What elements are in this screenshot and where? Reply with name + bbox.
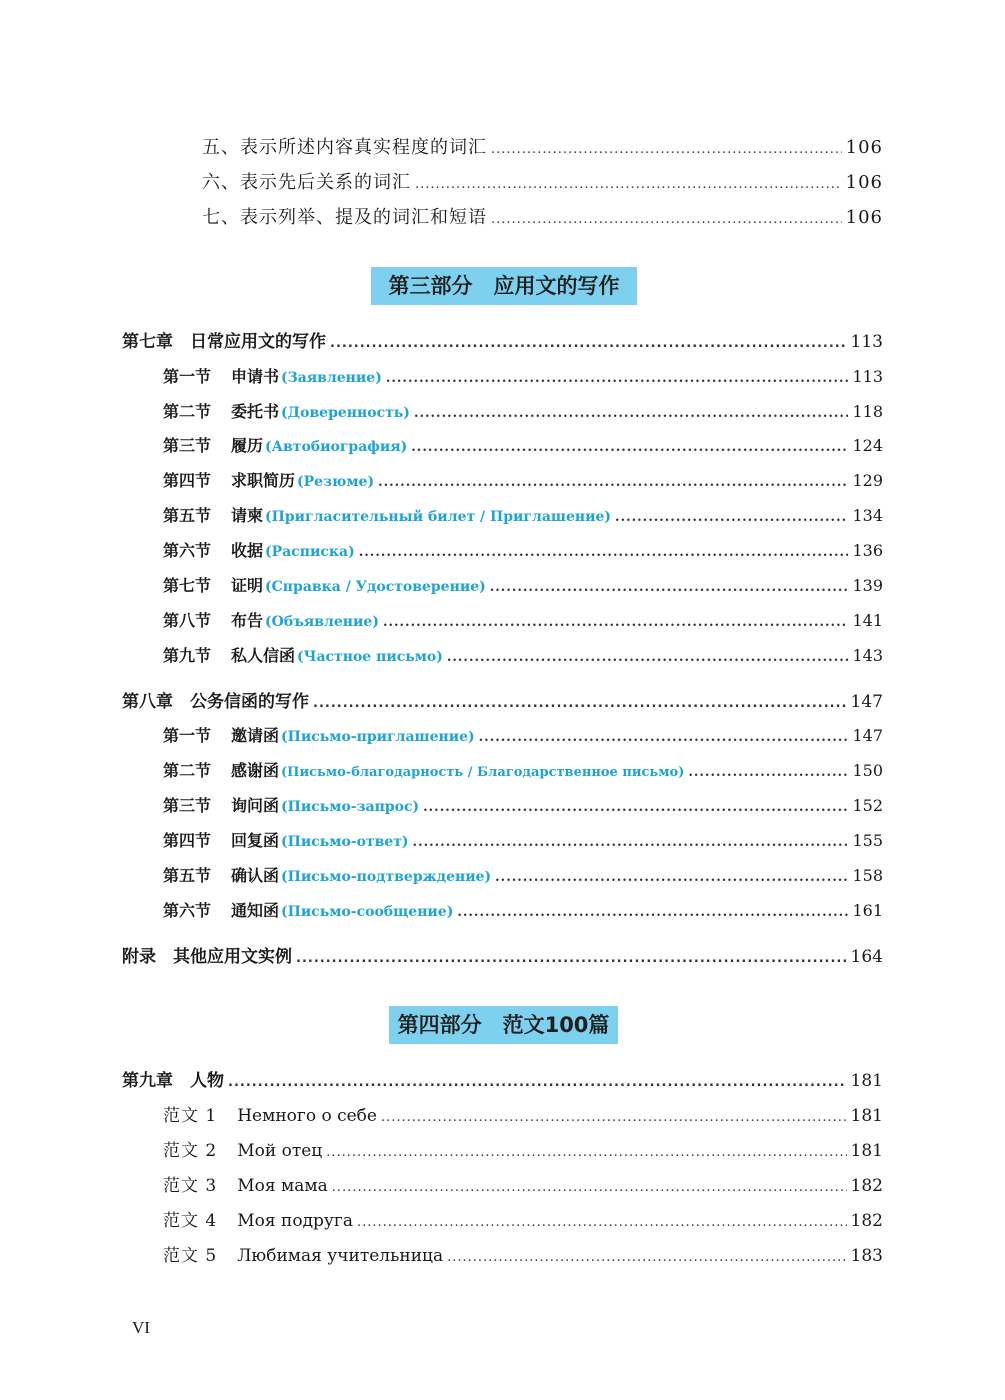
page-number: 147 bbox=[850, 692, 883, 712]
page-number: 139 bbox=[852, 576, 883, 595]
dot-leader bbox=[415, 173, 842, 197]
page-number: 182 bbox=[850, 1211, 883, 1231]
dot-leader bbox=[479, 726, 849, 750]
page-footer-number: VI bbox=[132, 1318, 150, 1337]
sample-entry[interactable] bbox=[163, 1209, 883, 1235]
page-number: 164 bbox=[850, 947, 883, 967]
section-entry[interactable] bbox=[163, 864, 883, 890]
section-russian-title: (Письмо-подтверждение) bbox=[281, 869, 492, 885]
dot-leader bbox=[688, 761, 848, 785]
page-number: 129 bbox=[852, 471, 883, 490]
section-entry[interactable] bbox=[163, 434, 883, 460]
sample-entry[interactable] bbox=[163, 1139, 883, 1165]
section-entry[interactable] bbox=[163, 400, 883, 426]
entry-title: 六、表示先后关系的词汇 bbox=[202, 172, 411, 193]
section-title: 询问函 bbox=[231, 796, 280, 815]
section-title: 申请书 bbox=[231, 367, 280, 386]
dot-leader bbox=[447, 1246, 846, 1270]
section-number: 第六节 bbox=[163, 541, 212, 560]
section-title: 回复函 bbox=[231, 831, 280, 850]
dot-leader bbox=[447, 646, 849, 670]
dot-leader bbox=[491, 138, 842, 162]
section-russian-title: (Письмо-приглашение) bbox=[281, 729, 475, 745]
page-number: 106 bbox=[845, 137, 883, 158]
page-number: 113 bbox=[852, 367, 883, 386]
sample-title: Моя подруга bbox=[237, 1211, 353, 1231]
section-entry[interactable] bbox=[163, 574, 883, 600]
chapter-title: 第七章 日常应用文的写作 bbox=[122, 332, 326, 352]
section-entry[interactable] bbox=[163, 829, 883, 855]
page-number: 158 bbox=[852, 866, 883, 885]
dot-leader bbox=[383, 611, 849, 635]
chapter-entry[interactable] bbox=[122, 1069, 883, 1095]
page-number: 150 bbox=[852, 761, 883, 780]
section-number: 第九节 bbox=[163, 646, 212, 665]
dot-leader bbox=[378, 471, 848, 495]
dot-leader bbox=[615, 506, 848, 530]
section-entry[interactable] bbox=[163, 899, 883, 925]
dot-leader bbox=[495, 866, 848, 890]
section-entry[interactable] bbox=[163, 759, 883, 785]
section-russian-title: (Письмо-сообщение) bbox=[281, 904, 454, 920]
sample-entry[interactable] bbox=[163, 1244, 883, 1270]
page-number: 124 bbox=[852, 436, 883, 455]
section-number: 第八节 bbox=[163, 611, 212, 630]
sample-number: 范文 1 bbox=[163, 1106, 218, 1126]
section-entry[interactable] bbox=[163, 724, 883, 750]
section-russian-title: (Письмо-ответ) bbox=[281, 834, 409, 850]
toc-entry[interactable] bbox=[202, 171, 883, 197]
page-number: 147 bbox=[852, 726, 883, 745]
page-number: 141 bbox=[852, 611, 883, 630]
page-number: 136 bbox=[852, 541, 883, 560]
section-russian-title: (Расписка) bbox=[265, 544, 355, 560]
section-russian-title: (Автобиография) bbox=[265, 439, 408, 455]
dot-leader bbox=[381, 1106, 847, 1130]
part-banner: 第三部分 应用文的写作 bbox=[371, 267, 637, 305]
section-entry[interactable] bbox=[163, 504, 883, 530]
part-banner: 第四部分 范文100篇 bbox=[389, 1006, 618, 1044]
section-number: 第一节 bbox=[163, 726, 212, 745]
dot-leader bbox=[313, 692, 847, 716]
section-title: 证明 bbox=[231, 576, 264, 595]
page-number: 134 bbox=[852, 506, 883, 525]
dot-leader bbox=[491, 208, 842, 232]
section-russian-title: (Справка / Удостоверение) bbox=[265, 579, 486, 595]
toc-entry[interactable] bbox=[202, 136, 883, 162]
section-title: 履历 bbox=[231, 436, 264, 455]
dot-leader bbox=[332, 1176, 847, 1200]
page-number: 113 bbox=[850, 332, 883, 352]
dot-leader bbox=[296, 947, 847, 971]
dot-leader bbox=[326, 1141, 846, 1165]
page-number: 118 bbox=[852, 402, 883, 421]
sample-number: 范文 4 bbox=[163, 1211, 218, 1231]
section-title: 求职简历 bbox=[231, 471, 296, 490]
sample-title: Немного о себе bbox=[237, 1106, 377, 1126]
entry-title: 五、表示所述内容真实程度的词汇 bbox=[202, 137, 487, 158]
page-number: 106 bbox=[845, 172, 883, 193]
dot-leader bbox=[386, 367, 849, 391]
dot-leader bbox=[414, 402, 849, 426]
section-number: 第二节 bbox=[163, 402, 212, 421]
sample-number: 范文 5 bbox=[163, 1246, 218, 1266]
section-russian-title: (Заявление) bbox=[281, 370, 382, 386]
sample-title: Любимая учительница bbox=[237, 1246, 444, 1266]
section-number: 第一节 bbox=[163, 367, 212, 386]
sample-entry[interactable] bbox=[163, 1174, 883, 1200]
sample-title: Мой отец bbox=[237, 1141, 323, 1161]
dot-leader bbox=[228, 1071, 847, 1095]
section-title: 邀请函 bbox=[231, 726, 280, 745]
section-number: 第四节 bbox=[163, 471, 212, 490]
page-number: 143 bbox=[852, 646, 883, 665]
section-russian-title: (Объявление) bbox=[265, 614, 379, 630]
dot-leader bbox=[490, 576, 849, 600]
page-number: 155 bbox=[852, 831, 883, 850]
appendix-entry[interactable] bbox=[122, 945, 883, 971]
dot-leader bbox=[330, 332, 847, 356]
section-number: 第四节 bbox=[163, 831, 212, 850]
section-title: 布告 bbox=[231, 611, 264, 630]
section-number: 第七节 bbox=[163, 576, 212, 595]
section-entry[interactable] bbox=[163, 794, 883, 820]
page-number: 106 bbox=[845, 207, 883, 228]
chapter-entry[interactable] bbox=[122, 690, 883, 716]
page-number: 183 bbox=[850, 1246, 883, 1266]
chapter-title: 第九章 人物 bbox=[122, 1071, 224, 1091]
section-number: 第三节 bbox=[163, 436, 212, 455]
dot-leader bbox=[411, 436, 848, 460]
section-number: 第三节 bbox=[163, 796, 212, 815]
section-title: 委托书 bbox=[231, 402, 280, 421]
section-number: 第五节 bbox=[163, 866, 212, 885]
section-russian-title: (Доверенность) bbox=[281, 405, 410, 421]
appendix-title: 附录 其他应用文实例 bbox=[122, 947, 292, 967]
sample-number: 范文 2 bbox=[163, 1141, 218, 1161]
section-title: 私人信函 bbox=[231, 646, 296, 665]
dot-leader bbox=[457, 901, 848, 925]
chapter-title: 第八章 公务信函的写作 bbox=[122, 692, 309, 712]
section-russian-title: (Письмо-благодарность / Благодарственное письмо) bbox=[281, 765, 685, 780]
section-entry[interactable] bbox=[163, 609, 883, 635]
section-title: 通知函 bbox=[231, 901, 280, 920]
section-russian-title: (Резюме) bbox=[297, 474, 375, 490]
sample-title: Моя мама bbox=[237, 1176, 328, 1196]
section-entry[interactable] bbox=[163, 365, 883, 391]
section-number: 第二节 bbox=[163, 761, 212, 780]
page-number: 152 bbox=[852, 796, 883, 815]
section-russian-title: (Пригласительный билет / Приглашение) bbox=[265, 509, 612, 525]
dot-leader bbox=[413, 831, 849, 855]
section-title: 收据 bbox=[231, 541, 264, 560]
section-entry[interactable] bbox=[163, 469, 883, 495]
page-number: 181 bbox=[850, 1106, 883, 1126]
section-russian-title: (Частное письмо) bbox=[297, 649, 443, 665]
page-number: 182 bbox=[850, 1176, 883, 1196]
section-russian-title: (Письмо-запрос) bbox=[281, 799, 420, 815]
dot-leader bbox=[359, 541, 849, 565]
section-number: 第五节 bbox=[163, 506, 212, 525]
entry-title: 七、表示列举、提及的词汇和短语 bbox=[202, 207, 487, 228]
page-number: 181 bbox=[850, 1141, 883, 1161]
section-title: 请柬 bbox=[231, 506, 264, 525]
page-number: 181 bbox=[850, 1071, 883, 1091]
section-number: 第六节 bbox=[163, 901, 212, 920]
sample-entry[interactable] bbox=[163, 1104, 883, 1130]
page-number: 161 bbox=[852, 901, 883, 920]
section-entry[interactable] bbox=[163, 644, 883, 670]
chapter-entry[interactable] bbox=[122, 330, 883, 356]
sample-number: 范文 3 bbox=[163, 1176, 218, 1196]
toc-entry[interactable] bbox=[202, 206, 883, 232]
dot-leader bbox=[357, 1211, 847, 1235]
dot-leader bbox=[423, 796, 848, 820]
section-entry[interactable] bbox=[163, 539, 883, 565]
section-title: 确认函 bbox=[231, 866, 280, 885]
section-title: 感谢函 bbox=[231, 761, 280, 780]
